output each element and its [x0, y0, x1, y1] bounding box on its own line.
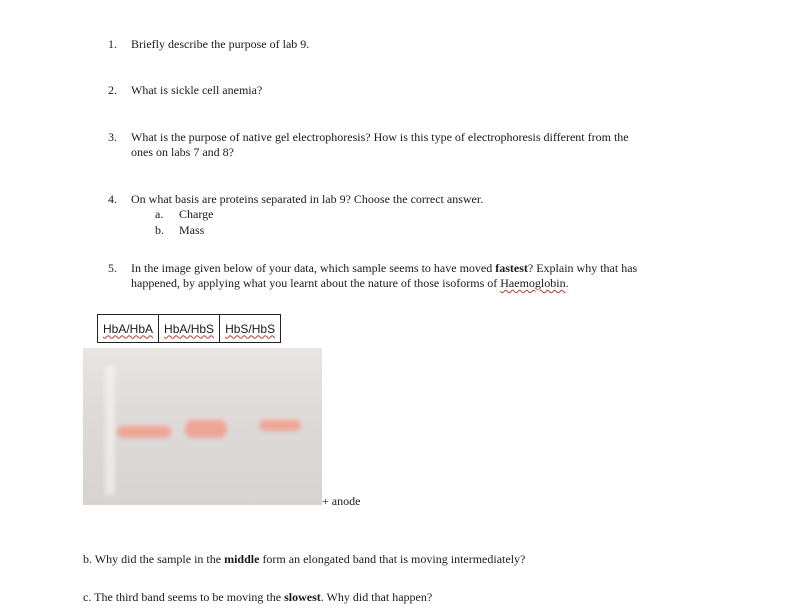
- question-text: form an elongated band that is moving intermediately?: [259, 552, 526, 566]
- emphasis-fastest: fastest: [495, 261, 528, 275]
- question-text: In the image given below of your data, which sample seems to have moved: [131, 261, 496, 275]
- question-3: [108, 130, 728, 162]
- lane-label-2: HbA/HbS: [159, 315, 220, 343]
- question-text: b. Why did the sample in the: [83, 552, 225, 566]
- band-hba-hba: [117, 426, 171, 438]
- question-number: 5.: [108, 261, 117, 275]
- question-text: .: [565, 276, 569, 290]
- question-number: 4.: [108, 192, 117, 206]
- question-b: [83, 552, 525, 567]
- gel-image: [83, 348, 322, 505]
- question-5: [108, 261, 728, 293]
- question-text: ? Explain why that has: [527, 261, 638, 275]
- lane-label-3: HbS/HbS: [220, 315, 281, 343]
- question-number: 2.: [108, 83, 117, 97]
- question-text: Briefly describe the purpose of lab 9.: [131, 37, 310, 51]
- band-hba-hbs: [185, 420, 227, 438]
- gel-lane-edge: [105, 366, 115, 495]
- option-a-letter: a.: [155, 207, 164, 221]
- option-a-text: Charge: [179, 207, 214, 221]
- question-text: What is sickle cell anemia?: [131, 83, 263, 97]
- question-1: [108, 37, 708, 52]
- question-number: 3.: [108, 130, 117, 144]
- question-text: On what basis are proteins separated in lab 9? Choose the correct answer.: [131, 192, 484, 206]
- question-text-line-2: ones on labs 7 and 8?: [131, 145, 234, 159]
- option-b-text: Mass: [179, 223, 205, 237]
- emphasis-slowest: slowest: [284, 590, 321, 604]
- question-text: c. The third band seems to be moving the: [83, 590, 285, 604]
- question-2: [108, 83, 708, 98]
- anode-label: + anode: [322, 494, 361, 508]
- question-text: happened, by applying what you learnt about the nature of those isoforms of: [131, 276, 501, 290]
- question-text-line-2: [131, 276, 569, 291]
- lane-label-1: HbA/HbA: [98, 315, 159, 343]
- emphasis-middle: middle: [224, 552, 260, 566]
- question-4: [108, 192, 708, 240]
- gel-label-table: [97, 314, 281, 343]
- band-hbs-hbs: [259, 420, 301, 431]
- question-text: . Why did that happen?: [320, 590, 433, 604]
- question-number: 1.: [108, 37, 117, 51]
- question-c: [83, 590, 432, 605]
- misspelled-word: Haemoglobin: [500, 276, 566, 290]
- option-b-letter: b.: [155, 223, 164, 237]
- question-text-line-1: [131, 261, 637, 276]
- question-text-line-1: What is the purpose of native gel electrophoresis? How is this type of electrophoresis different from the: [131, 130, 629, 144]
